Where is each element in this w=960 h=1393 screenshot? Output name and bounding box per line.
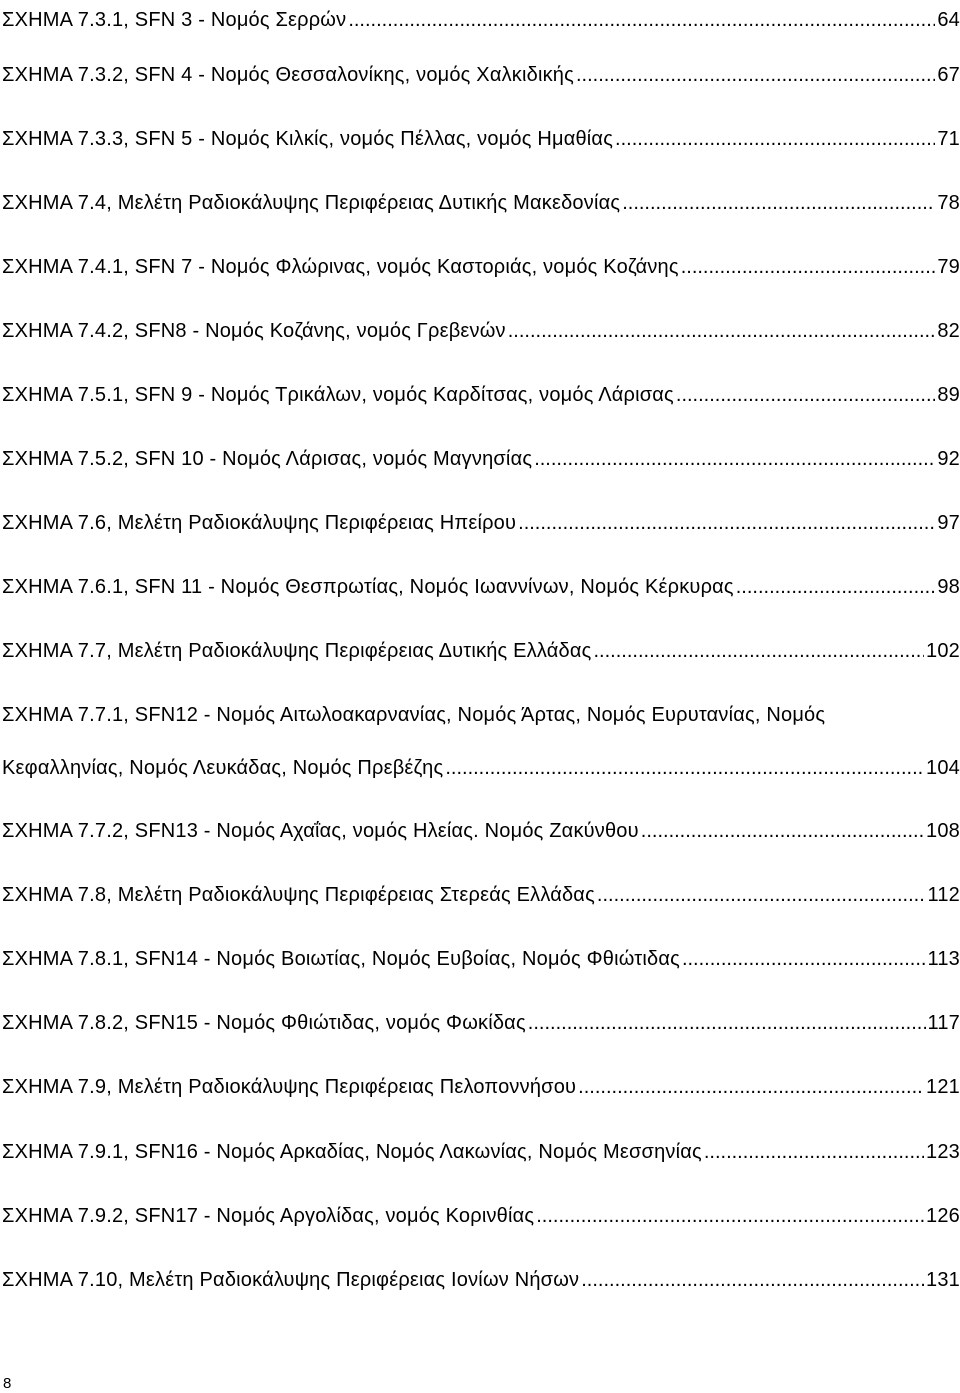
toc-entry-title: ΣΧΗΜΑ 7.3.3, SFN 5 - Νομός Κιλκίς, νομός Πέλλας, νομός Ημαθίας [2,128,614,150]
toc-entry[interactable] [2,703,960,783]
toc-entry-page: 123 [926,1141,960,1163]
toc-dot-leader [615,127,935,151]
toc-dot-leader [518,511,935,535]
toc-entry-title: ΣΧΗΜΑ 7.4, Μελέτη Ραδιοκάλυψης Περιφέρειας Δυτικής Μακεδονίας [2,192,621,214]
toc-dot-leader [594,639,925,663]
toc-entry-title: ΣΧΗΜΑ 7.6, Μελέτη Ραδιοκάλυψης Περιφέρειας Ηπείρου [2,512,517,534]
toc-entry-page: 113 [927,948,960,970]
toc-dot-leader [581,1268,924,1292]
toc-entry-title: ΣΧΗΜΑ 7.8.1, SFN14 - Νομός Βοιωτίας, Νομός Ευβοίας, Νομός Φθιώτιδας [2,948,680,970]
toc-entry[interactable] [2,127,960,151]
toc-entry-page: 117 [927,1012,960,1034]
toc-entry[interactable] [2,947,960,971]
page-number: 8 [3,1375,12,1392]
toc-entry-page: 98 [937,576,960,598]
toc-dot-leader [704,1140,924,1164]
toc-entry-page: 131 [926,1269,960,1291]
toc-dot-leader [578,1075,924,1099]
toc-entry[interactable] [2,63,960,87]
toc-entry-title: ΣΧΗΜΑ 7.3.1, SFN 3 - Νομός Σερρών [2,9,347,31]
toc-entry[interactable] [2,447,960,471]
toc-entry[interactable] [2,883,960,907]
toc-entry[interactable] [2,255,960,279]
toc-entry[interactable] [2,639,960,663]
toc-dot-leader [508,319,936,343]
toc-entry-page: 97 [937,512,960,534]
toc-entry[interactable] [2,1268,960,1292]
toc-entry[interactable] [2,511,960,535]
toc-dot-leader [576,63,935,87]
toc-entry[interactable] [2,319,960,343]
toc-dot-leader [445,756,924,780]
toc-entry[interactable] [2,1075,960,1099]
toc-entry-title: ΣΧΗΜΑ 7.7, Μελέτη Ραδιοκάλυψης Περιφέρειας Δυτικής Ελλάδας [2,640,592,662]
toc-dot-leader [736,575,936,599]
toc-dot-leader [528,1011,926,1035]
toc-entry-title: ΣΧΗΜΑ 7.7.1, SFN12 - Νομός Αιτωλοακαρνανίας, Νομός Άρτας, Νομός Ευρυτανίας, Νομός [2,704,826,726]
toc-entry-title: ΣΧΗΜΑ 7.9.1, SFN16 - Νομός Αρκαδίας, Νομός Λακωνίας, Νομός Μεσσηνίας [2,1141,702,1163]
toc-dot-leader [682,947,926,971]
toc-dot-leader [622,191,935,215]
toc-entry[interactable] [2,8,960,32]
toc-entry[interactable] [2,1140,960,1164]
toc-dot-leader [534,447,935,471]
toc-entry-page: 121 [926,1076,960,1098]
toc-entry-title: ΣΧΗΜΑ 7.8, Μελέτη Ραδιοκάλυψης Περιφέρειας Στερεάς Ελλάδας [2,884,595,906]
toc-entry-page: 64 [937,9,960,31]
toc-dot-leader [676,383,935,407]
toc-entry-page: 82 [937,320,960,342]
toc-entry-title: ΣΧΗΜΑ 7.3.2, SFN 4 - Νομός Θεσσαλονίκης, νομός Χαλκιδικής [2,64,574,86]
toc-entry-page: 108 [926,820,960,842]
toc-dot-leader [681,255,936,279]
toc-entry-page: 126 [926,1205,960,1227]
toc-entry-page: 104 [926,757,960,779]
toc-entry-page: 79 [937,256,960,278]
toc-entry-title: ΣΧΗΜΑ 7.9, Μελέτη Ραδιοκάλυψης Περιφέρειας Πελοποννήσου [2,1076,577,1098]
toc-entry-title-continued: Κεφαλληνίας, Νομός Λευκάδας, Νομός Πρεβέζης [2,757,444,779]
toc-entry[interactable] [2,1011,960,1035]
toc-entry-page: 102 [926,640,960,662]
toc-dot-leader [348,8,935,32]
toc-entry-title: ΣΧΗΜΑ 7.7.2, SFN13 - Νομός Αχαΐας, νομός Ηλείας. Νομός Ζακύνθου [2,820,639,842]
toc-entry-page: 71 [937,128,960,150]
toc-entry-title: ΣΧΗΜΑ 7.8.2, SFN15 - Νομός Φθιώτιδας, νομός Φωκίδας [2,1012,526,1034]
toc-entry-page: 67 [937,64,960,86]
toc-entry-title: ΣΧΗΜΑ 7.5.1, SFN 9 - Νομός Τρικάλων, νομός Καρδίτσας, νομός Λάρισας [2,384,674,406]
toc-entry[interactable] [2,819,960,843]
toc-entry-title: ΣΧΗΜΑ 7.10, Μελέτη Ραδιοκάλυψης Περιφέρειας Ιονίων Νήσων [2,1269,580,1291]
toc-entry-title: ΣΧΗΜΑ 7.4.2, SFN8 - Νομός Κοζάνης, νομός Γρεβενών [2,320,506,342]
toc-entry[interactable] [2,575,960,599]
toc-entry[interactable] [2,383,960,407]
toc-entry[interactable] [2,1204,960,1228]
toc-entry-page: 112 [927,884,960,906]
toc-entry-title: ΣΧΗΜΑ 7.4.1, SFN 7 - Νομός Φλώρινας, νομός Καστοριάς, νομός Κοζάνης [2,256,679,278]
toc-entry-title: ΣΧΗΜΑ 7.5.2, SFN 10 - Νομός Λάρισας, νομός Μαγνησίας [2,448,533,470]
toc-dot-leader [641,819,924,843]
toc-entry-page: 89 [937,384,960,406]
toc-entry[interactable] [2,191,960,215]
toc-dot-leader [597,883,926,907]
toc-entry-page: 78 [937,192,960,214]
toc-entry-title: ΣΧΗΜΑ 7.9.2, SFN17 - Νομός Αργολίδας, νομός Κορινθίας [2,1205,535,1227]
toc-dot-leader [536,1204,924,1228]
toc-entry-page: 92 [937,448,960,470]
toc-entry-title: ΣΧΗΜΑ 7.6.1, SFN 11 - Νομός Θεσπρωτίας, Νομός Ιωαννίνων, Νομός Κέρκυρας [2,576,734,598]
